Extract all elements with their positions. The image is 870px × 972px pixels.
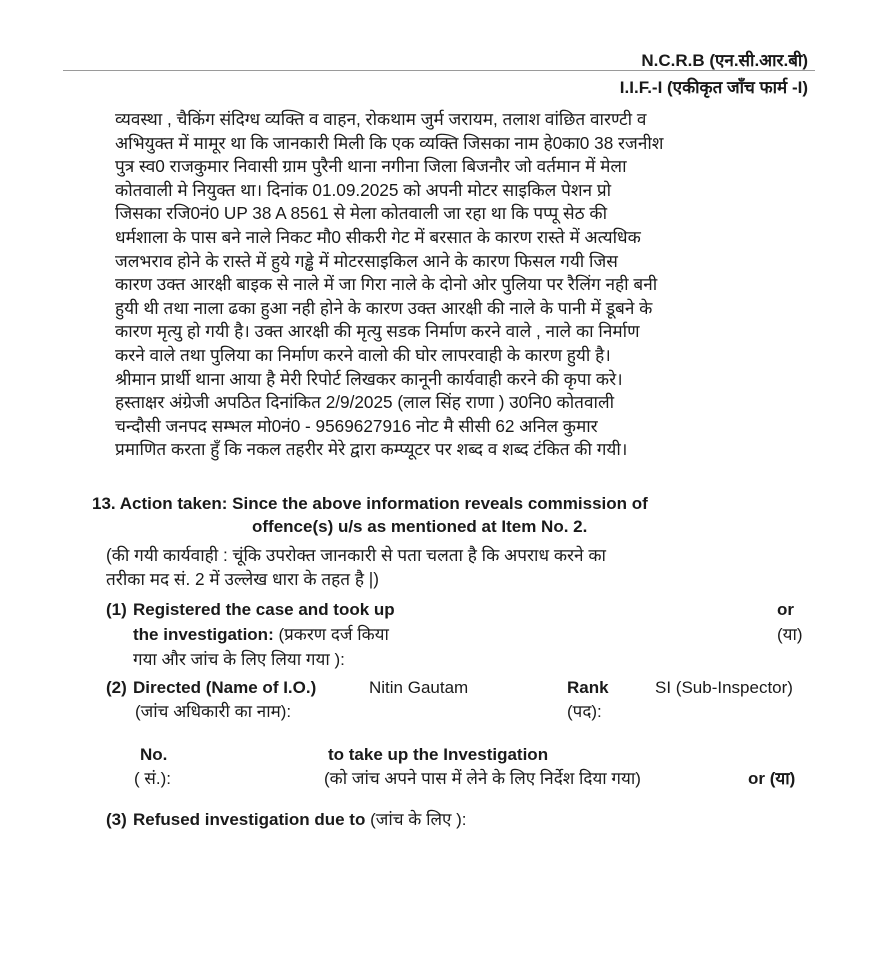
item2-number: (2) bbox=[106, 678, 127, 697]
item2-io-label: Directed (Name of I.O.) bbox=[133, 678, 317, 697]
narrative-line: जिसका रजि0नं0 UP 38 A 8561 से मेला कोतवाली जा रहा था कि पप्पू सेठ की bbox=[115, 203, 608, 224]
narrative-line: व्यवस्था , चैकिंग संदिग्ध व्यक्ति व वाहन, रोकथाम जुर्म जरायम, तलाश वांछित वारण्टी व bbox=[115, 109, 647, 129]
item3-line bbox=[106, 808, 467, 831]
narrative-line: चन्दौसी जनपद सम्भल मो0नं0 - 9569627916 नोट मै सीसी 62 अनिल कुमार bbox=[115, 415, 598, 436]
take-up-label: to take up the Investigation bbox=[328, 745, 549, 764]
ncrb-header: N.C.R.B (एन.सी.आर.बी) bbox=[641, 51, 808, 70]
item1-or-en: or bbox=[777, 600, 794, 619]
item1-number: (1) bbox=[106, 600, 127, 619]
narrative-line: जलभराव होने के रास्ते में हुये गड्ढे में मोटरसाइकिल आने के कारण फिसल गयी जिस bbox=[115, 250, 618, 271]
item2-or-text: or (या) bbox=[748, 769, 796, 788]
item1-line3: गया और जांच के लिए लिया गया ): bbox=[133, 650, 345, 669]
item3-label: Refused investigation due to bbox=[133, 810, 366, 829]
narrative-line: अभियुक्त में मामूर था कि जानकारी मिली कि एक व्यक्ति जिसका नाम हे0का0 38 रजनीश bbox=[115, 132, 664, 153]
narrative-line: प्रमाणित करता हुँ कि नकल तहरीर मेरे द्वारा कम्प्यूटर पर शब्द व शब्द टंकित की गयी। bbox=[115, 439, 628, 460]
io-name-value: Nitin Gautam bbox=[369, 678, 469, 697]
header-divider bbox=[63, 70, 815, 71]
action-hindi-line2: तरीका मद सं. 2 में उल्लेख धारा के तहत है |) bbox=[106, 569, 379, 589]
narrative-line: हस्ताक्षर अंग्रेजी अपठित दिनांकित 2/9/2025 (लाल सिंह राणा ) उ0नि0 कोतवाली bbox=[115, 392, 615, 413]
io-label-hindi: (जांच अधिकारी का नाम): bbox=[135, 702, 292, 721]
action-taken-heading bbox=[92, 492, 648, 538]
item1-line1 bbox=[106, 598, 395, 621]
narrative-line: करने वाले तथा पुलिया का निर्माण करने वालो की घोर लापरवाही के कारण हुयी है। bbox=[115, 344, 611, 365]
item1-investigation-label: the investigation: bbox=[133, 625, 274, 644]
narrative-line: कोतवाली मे नियुक्त था। दिनांक 01.09.2025 को अपनी मोटर साइकिल पेशन प्रो bbox=[115, 179, 612, 200]
take-up-label-hindi: (को जांच अपने पास में लेने के लिए निर्देश दिया गया) bbox=[324, 769, 641, 788]
narrative-line: पुत्र स्व0 राजकुमार निवासी ग्राम पुरैनी थाना नगीना जिला बिजनौर जो वर्तमान में मेला bbox=[115, 156, 627, 177]
action-heading-line2: offence(s) u/s as mentioned at Item No. 2. bbox=[252, 517, 588, 536]
no-label-hindi: ( सं.): bbox=[134, 769, 171, 788]
action-heading-line1: 13. Action taken: Since the above information reveals commission of bbox=[92, 494, 648, 513]
item2-line1 bbox=[106, 676, 316, 699]
form-title: I.I.F.-I (एकीकृत जाँच फार्म -I) bbox=[619, 78, 808, 97]
fir-narrative bbox=[115, 108, 795, 462]
item1-label: Registered the case and took up bbox=[133, 600, 395, 619]
narrative-line: कारण मृत्यु हो गयी है। उक्त आरक्षी की मृत्यु सडक निर्माण करने वाले , नाले का निर्माण bbox=[115, 321, 640, 342]
item3-number: (3) bbox=[106, 810, 127, 829]
rank-label-hindi: (पद): bbox=[567, 702, 602, 721]
action-hindi-line1: (की गयी कार्यवाही : चूंकि उपरोक्त जानकारी से पता चलता है कि अपराध करने का bbox=[106, 545, 607, 565]
narrative-line: श्रीमान प्रार्थी थाना आया है मेरी रिपोर्ट लिखकर कानूनी कार्यवाही करने की कृपा करे। bbox=[115, 368, 623, 389]
item2-or bbox=[748, 767, 795, 790]
narrative-line: धर्मशाला के पास बने नाले निकट मौ0 सीकरी गेट में बरसात के कारण रास्ते में अत्यधिक bbox=[115, 226, 641, 247]
rank-label: Rank bbox=[567, 678, 609, 697]
narrative-line: कारण उक्त आरक्षी बाइक से नाले में जा गिरा नाले के दोनो ओर पुलिया पर रैलिंग नही बनी bbox=[115, 274, 658, 295]
item1-line2 bbox=[133, 623, 389, 646]
item1-or-hi: (या) bbox=[777, 625, 803, 644]
no-label: No. bbox=[140, 745, 168, 764]
narrative-line: हुयी थी तथा नाला ढका हुआ नही होने के कारण उक्त आरक्षी की नाले के पानी में डूबने के bbox=[115, 297, 653, 318]
rank-value: SI (Sub-Inspector) bbox=[655, 678, 793, 697]
item3-label-hindi: (जांच के लिए ): bbox=[370, 810, 467, 829]
action-taken-hindi bbox=[106, 543, 606, 591]
item1-hindi-label: (प्रकरण दर्ज किया bbox=[278, 625, 389, 644]
